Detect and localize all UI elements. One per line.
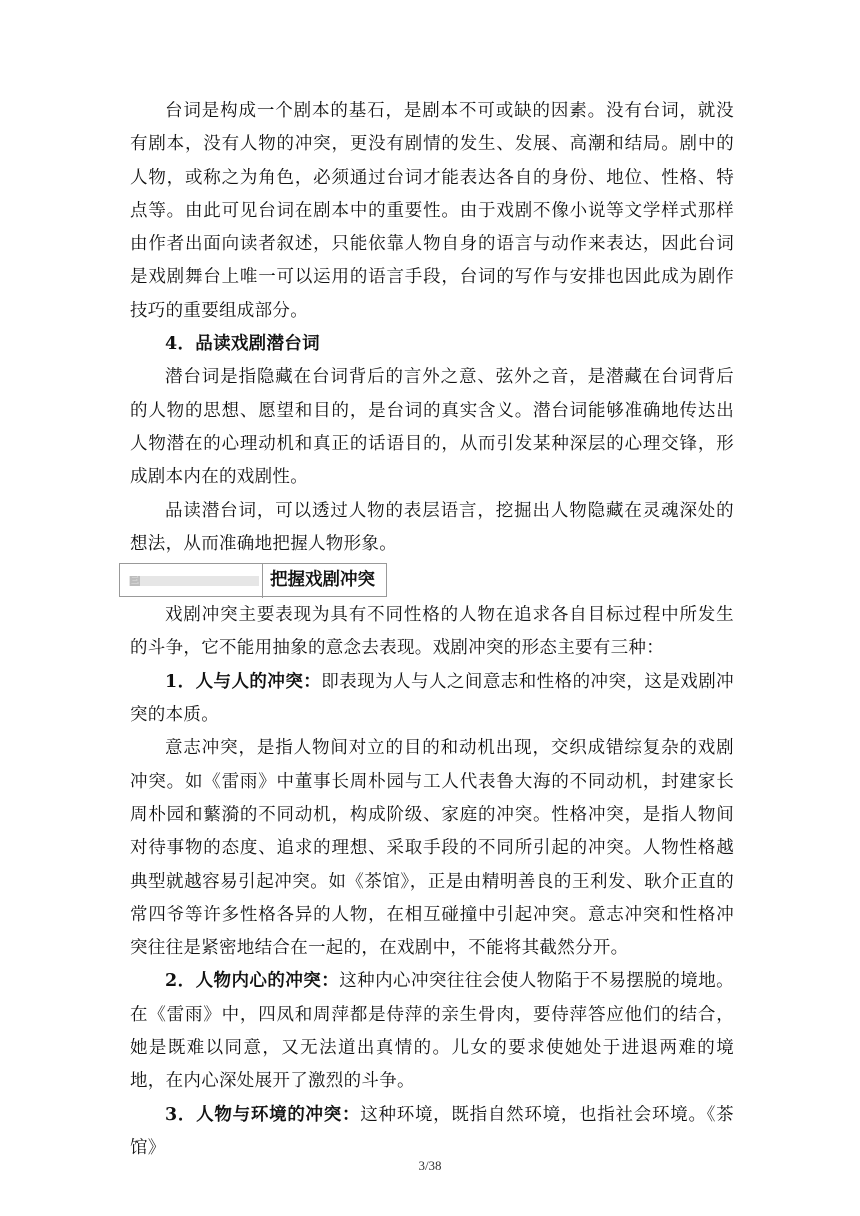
section-title: 把握戏剧冲突 (262, 564, 382, 598)
paragraph-subtext-definition: 潜台词是指隐藏在台词背后的言外之意、弦外之音，是潜藏在台词背后的人物的思想、愿望和目的，是台词的真实含义。潜台词能够准确地传达出人物潜在的心理动机和真正的话语目的，从而引发某种深层的心理交锋，形成剧本内在的戏剧性。 (130, 367, 734, 488)
paragraph-subtext-reading: 品读潜台词，可以透过人物的表层语言，挖掘出人物隐藏在灵魂深处的想法，从而准确地把握人物形象。 (130, 500, 734, 554)
section-header (119, 563, 389, 597)
conflict-1-text: 即表现为人与人之间意志和性格的冲突，这是戏剧冲突的本质。 (130, 671, 734, 726)
paragraph-dialogue-importance: 台词是构成一个剧本的基石，是剧本不可或缺的因素。没有台词，就没有剧本，没有人物的冲突，更没有剧情的发生、发展、高潮和结局。剧中的人物，或称之为角色，必须通过台词才能表达各自的身份、地位、性格、特点等。由此可见台词在剧本中的重要性。由于戏剧不像小说等文学样式那样由作者出面向读者叙述，只能依靠人物自身的语言与动作来表达，因此台词是戏剧舞台上唯一可以运用的语言手段，台词的写作与安排也因此成为剧作技巧的重要组成部分。 (130, 101, 734, 321)
paragraph-conflict-intro: 戏剧冲突主要表现为具有不同性格的人物在追求各自目标过程中所发生的斗争，它不能用抽象的意念去表现。戏剧冲突的形态主要有三种： (130, 605, 734, 659)
paragraph-conflict-1 (130, 666, 734, 733)
paragraph-conflict-3 (130, 1099, 734, 1166)
conflict-2-lead: 2．人物内心的冲突： (165, 971, 340, 992)
section-number-icon: 三 (131, 576, 139, 586)
section-header-box (119, 563, 387, 597)
conflict-2-text: 这种内心冲突往往会使人物陷于不易摆脱的境地。在《雷雨》中，四凤和周萍都是侍萍的亲生骨肉，要侍萍答应他们的结合，她是既难以同意，又无法道出真情的。儿女的要求使她处于进退两难的境地，在内心深处展开了激烈的斗争。 (130, 971, 734, 1092)
conflict-1-lead: 1．人与人的冲突： (165, 671, 322, 692)
conflict-3-lead: 3．人物与环境的冲突： (165, 1104, 361, 1125)
section-header-strip (129, 576, 259, 586)
document-body (130, 95, 734, 1165)
paragraph-conflict-2 (130, 965, 734, 1098)
heading-subtext: 4．品读戏剧潜台词 (165, 334, 320, 355)
page-number: 3/38 (418, 1158, 442, 1173)
conflict-3-text: 这种环境，既指自然环境，也指社会环境。《茶馆》 (130, 1104, 734, 1158)
paragraph-will-character-conflict: 意志冲突，是指人物间对立的目的和动机出现，交织成错综复杂的戏剧冲突。如《雷雨》中董事长周朴园与工人代表鲁大海的不同动机，封建家长周朴园和蘩漪的不同动机，构成阶级、家庭的冲突。性格冲突，是指人物间对待事物的态度、追求的理想、采取手段的不同所引起的冲突。人物性格越典型就越容易引起冲突。如《茶馆》，正是由精明善良的王利发、耿介正直的常四爷等许多性格各异的人物，在相互碰撞中引起冲突。意志冲突和性格冲突往往是紧密地结合在一起的，在戏剧中，不能将其截然分开。 (130, 738, 734, 959)
